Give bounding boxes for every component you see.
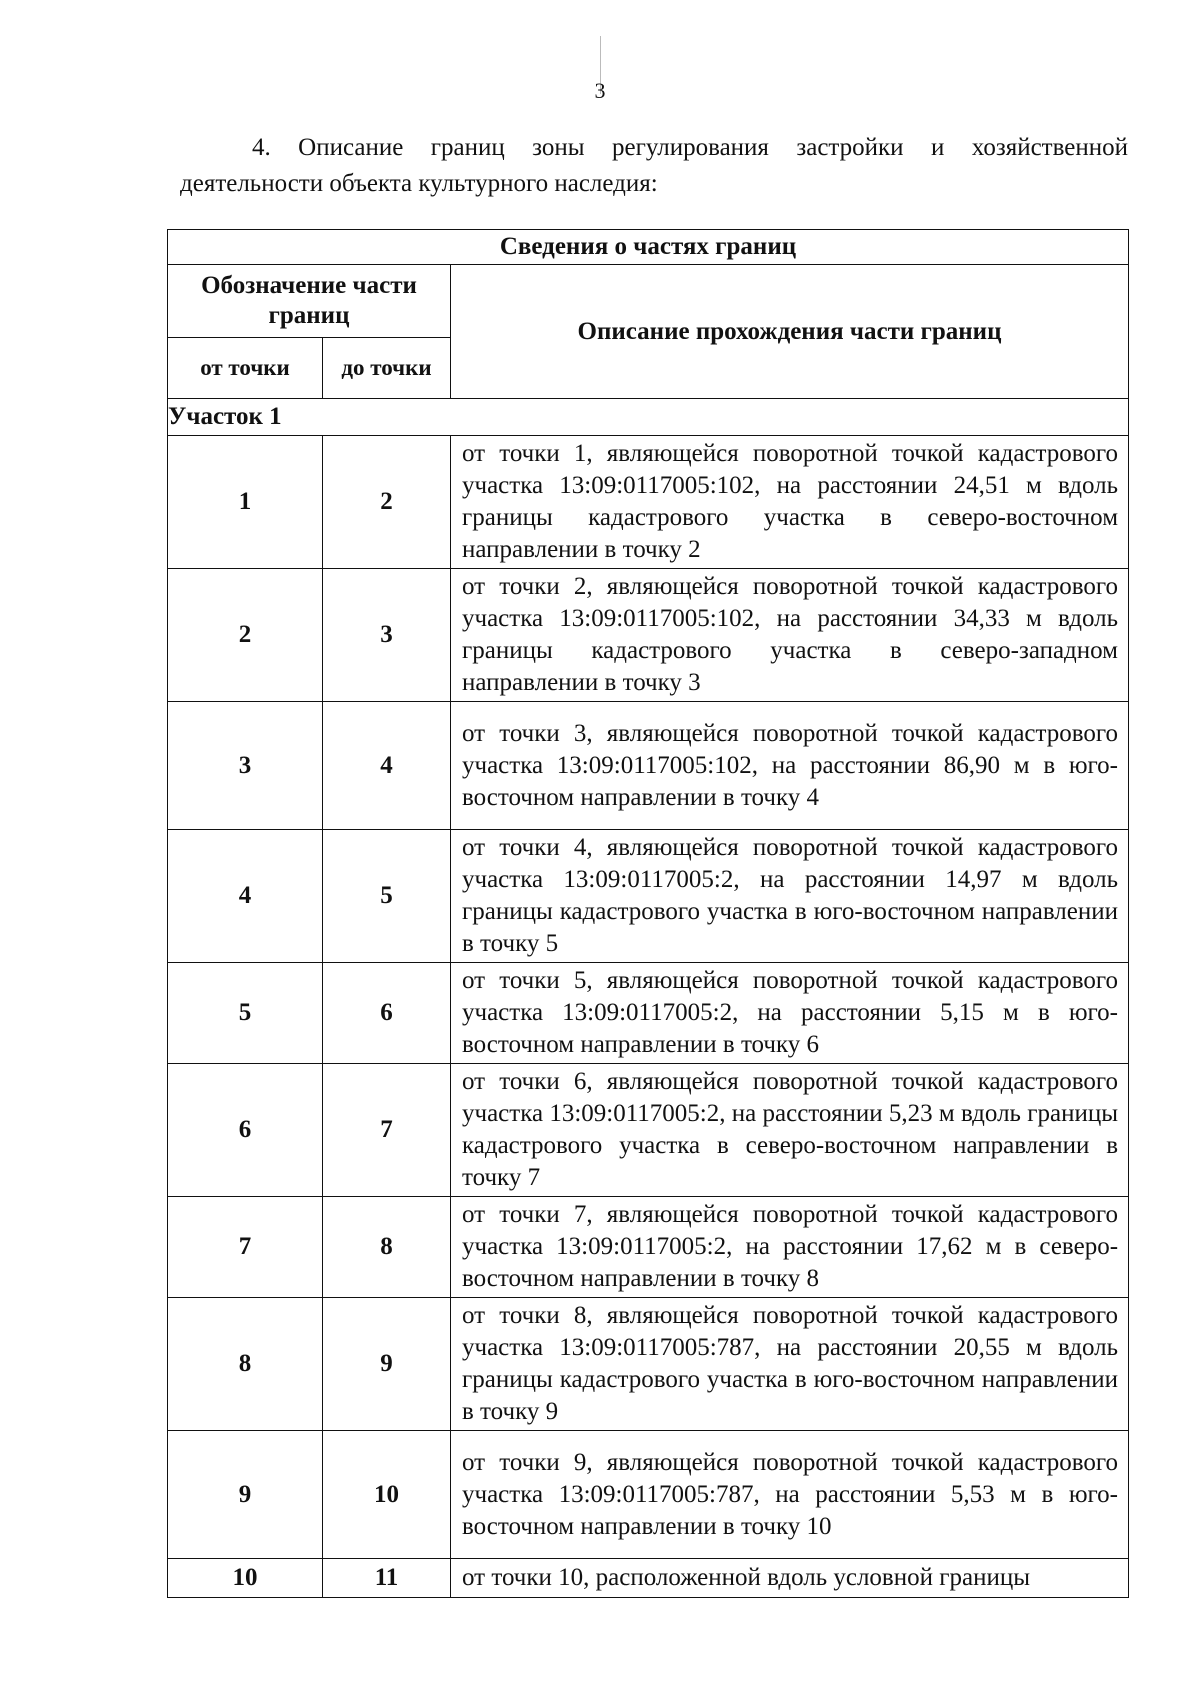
table-row — [168, 702, 1129, 830]
boundary-parts-table — [167, 229, 1129, 1598]
description-cell: от точки 3, являющейся поворотной точкой кадастрового участка 13:09:0117005:102, на расстоянии 86,90 м в юго-восточном направлении в точку 4 — [451, 702, 1129, 830]
to-point-cell: 9 — [323, 1298, 451, 1431]
to-point-cell: 11 — [323, 1559, 451, 1598]
table-row — [168, 963, 1129, 1064]
table-row — [168, 569, 1129, 702]
from-point-cell: 7 — [168, 1197, 323, 1298]
table-row — [168, 1559, 1129, 1598]
table-row — [168, 436, 1129, 569]
table-row — [168, 1197, 1129, 1298]
table-row — [168, 1431, 1129, 1559]
table-caption: Сведения о частях границ — [168, 230, 1129, 265]
table-row — [168, 1298, 1129, 1431]
description-cell: от точки 7, являющейся поворотной точкой кадастрового участка 13:09:0117005:2, на расстоянии 17,62 м в северо-восточном направлении в точку 8 — [451, 1197, 1129, 1298]
table-row — [168, 830, 1129, 963]
from-point-cell: 3 — [168, 702, 323, 830]
description-cell: от точки 9, являющейся поворотной точкой кадастрового участка 13:09:0117005:787, на расстоянии 5,53 м в юго-восточном направлении в точку 10 — [451, 1431, 1129, 1559]
header-from-point: от точки — [168, 338, 323, 399]
description-cell: от точки 5, являющейся поворотной точкой кадастрового участка 13:09:0117005:2, на расстоянии 5,15 м в юго-восточном направлении в точку 6 — [451, 963, 1129, 1064]
description-cell: от точки 1, являющейся поворотной точкой кадастрового участка 13:09:0117005:102, на расстоянии 24,51 м вдоль границы кадастрового участка в северо-восточном направлении в точку 2 — [451, 436, 1129, 569]
to-point-cell: 4 — [323, 702, 451, 830]
page-number: 3 — [594, 78, 606, 103]
to-point-cell: 8 — [323, 1197, 451, 1298]
description-cell: от точки 4, являющейся поворотной точкой кадастрового участка 13:09:0117005:2, на расстоянии 14,97 м вдоль границы кадастрового участка в юго-восточном направлении в точку 5 — [451, 830, 1129, 963]
header-description: Описание прохождения части границ — [451, 265, 1129, 399]
to-point-cell: 3 — [323, 569, 451, 702]
to-point-cell: 5 — [323, 830, 451, 963]
from-point-cell: 1 — [168, 436, 323, 569]
to-point-cell: 10 — [323, 1431, 451, 1559]
description-cell: от точки 2, являющейся поворотной точкой кадастрового участка 13:09:0117005:102, на расстоянии 34,33 м вдоль границы кадастрового участка в северо-западном направлении в точку 3 — [451, 569, 1129, 702]
from-point-cell: 10 — [168, 1559, 323, 1598]
description-cell: от точки 8, являющейся поворотной точкой кадастрового участка 13:09:0117005:787, на расстоянии 20,55 м вдоль границы кадастрового участка в юго-восточном направлении в точку 9 — [451, 1298, 1129, 1431]
from-point-cell: 9 — [168, 1431, 323, 1559]
description-cell: от точки 6, являющейся поворотной точкой кадастрового участка 13:09:0117005:2, на расстоянии 5,23 м вдоль границы кадастрового участка в северо-восточном направлении в точку 7 — [451, 1064, 1129, 1197]
from-point-cell: 6 — [168, 1064, 323, 1197]
to-point-cell: 7 — [323, 1064, 451, 1197]
section-label: Участок 1 — [168, 399, 1129, 436]
header-designation: Обозначение части границ — [168, 265, 451, 338]
from-point-cell: 2 — [168, 569, 323, 702]
table-row — [168, 1064, 1129, 1197]
section-intro-paragraph: 4. Описание границ зоны регулирования застройки и хозяйственной деятельности объекта культурного наследия: — [180, 134, 1128, 197]
to-point-cell: 2 — [323, 436, 451, 569]
from-point-cell: 4 — [168, 830, 323, 963]
header-to-point: до точки — [323, 338, 451, 399]
from-point-cell: 5 — [168, 963, 323, 1064]
description-cell: от точки 10, расположенной вдоль условной границы — [451, 1559, 1129, 1598]
to-point-cell: 6 — [323, 963, 451, 1064]
from-point-cell: 8 — [168, 1298, 323, 1431]
